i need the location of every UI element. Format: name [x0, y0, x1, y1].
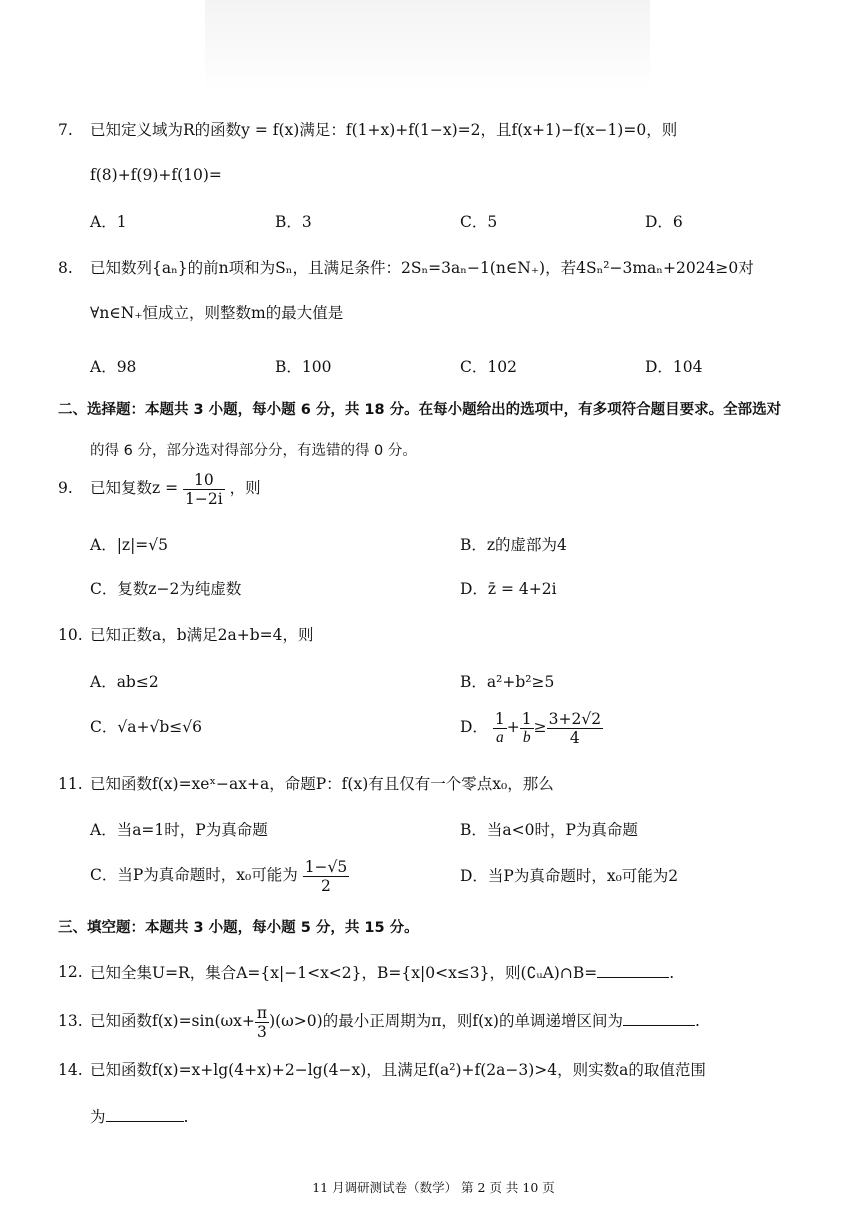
q7-option-c: C．5 — [460, 213, 498, 231]
frac2-numerator: 1 — [521, 709, 532, 728]
q13-frac-denominator: 3 — [257, 1022, 267, 1041]
q14-line2-pre: 为 — [90, 1108, 106, 1126]
q13-fraction — [255, 1004, 269, 1041]
q14-answer-blank — [106, 1105, 184, 1122]
q10-number: 10. — [58, 626, 83, 644]
q7-stem-line1: 已知定义域为R的函数y = f(x)满足：f(1+x)+f(1−x)=2，且f(x+1)−f(x−1)=0，则 — [90, 121, 678, 139]
q11-number: 11. — [58, 775, 83, 793]
q10-option-d-label: D． — [460, 718, 488, 736]
optc-frac-denominator: 2 — [321, 876, 331, 895]
q11-stem: 已知函数f(x)=xeˣ−ax+a，命题P：f(x)有且仅有一个零点x₀，那么 — [90, 775, 554, 793]
q13-stem-pre: 已知函数f(x)=sin(ωx+ — [90, 1012, 255, 1030]
q10-option-a: A．ab≤2 — [90, 673, 159, 691]
q8-number: 8. — [58, 259, 73, 277]
q11-option-a: A．当a=1时，P为真命题 — [90, 821, 268, 839]
optc-frac-numerator: 1−√5 — [304, 857, 348, 876]
q8-stem-line1: 已知数列{aₙ}的前n项和为Sₙ，且满足条件：2Sₙ=3aₙ−1(n∈N₊)，若4Sₙ²−3maₙ+2024≥0对 — [90, 259, 754, 277]
q9-option-c: C．复数z−2为纯虚数 — [90, 580, 242, 598]
q10-option-d-frac3 — [547, 710, 603, 747]
q8-option-c: C．102 — [460, 358, 517, 376]
q10-stem: 已知正数a，b满足2a+b=4，则 — [90, 626, 314, 644]
q7-number: 7. — [58, 121, 73, 139]
q11-option-d: D．当P为真命题时，x₀可能为2 — [460, 867, 679, 885]
frac2-denominator: b — [522, 728, 531, 746]
q7-option-b: B．3 — [275, 213, 312, 231]
q9-fraction-denominator: 1−2i — [185, 489, 223, 508]
q9-option-d: D．z̄ = 4+2i — [460, 580, 557, 598]
q13-number: 13. — [58, 1012, 83, 1030]
q9-fraction-numerator: 10 — [183, 471, 225, 490]
frac3-denominator: 4 — [569, 728, 580, 747]
q11-option-c-fraction — [303, 858, 350, 895]
q13-frac-numerator: π — [256, 1003, 268, 1022]
q9-number: 9. — [58, 479, 73, 497]
q10-option-d-frac2 — [520, 710, 534, 747]
page-footer: 11 月调研测试卷（数学） 第 2 页 共 10 页 — [312, 1180, 555, 1195]
section-2-heading: 二、选择题：本题共 3 小题，每小题 6 分，共 18 分。在每小题给出的选项中，有多项符合题目要求。全部选对 — [58, 402, 782, 418]
q9-stem-post: ，则 — [229, 479, 261, 497]
q10-option-d-frac1 — [493, 710, 507, 747]
plus-sign: + — [506, 718, 520, 736]
frac3-numerator: 3+2√2 — [548, 709, 602, 728]
q9-stem-pre: 已知复数z = — [90, 479, 179, 497]
frac1-numerator: 1 — [494, 709, 505, 728]
section-3-heading: 三、填空题：本题共 3 小题，每小题 5 分，共 15 分。 — [58, 920, 419, 936]
q14-period: . — [183, 1108, 189, 1126]
q12-stem-text: 已知全集U=R，集合A={x|−1<x<2}，B={x|0<x≤3}，则(∁ᵤA)∩B= — [90, 964, 598, 982]
q14-number: 14. — [58, 1061, 83, 1079]
q9-fraction — [183, 471, 225, 508]
q12-period: . — [669, 964, 675, 982]
q11-option-c — [90, 852, 349, 898]
q7-option-d: D．6 — [645, 213, 683, 231]
q14-stem-line2 — [90, 1105, 188, 1128]
q7-stem-line2: f(8)+f(9)+f(10)= — [90, 166, 222, 184]
q14-stem-line1: 已知函数f(x)=x+lg(4+x)+2−lg(4−x)，且满足f(a²)+f(2a−3)>4，则实数a的取值范围 — [90, 1061, 706, 1079]
scan-smudge — [205, 0, 650, 90]
frac1-denominator: a — [495, 728, 504, 746]
q8-option-d: D．104 — [645, 358, 703, 376]
q11-option-b: B．当a<0时，P为真命题 — [460, 821, 638, 839]
q9-option-b: B．z的虚部为4 — [460, 536, 567, 554]
q9-option-a: A．|z|=√5 — [90, 536, 169, 554]
q10-option-c: C．√a+√b≤√6 — [90, 718, 202, 736]
q12-answer-blank — [597, 961, 669, 978]
q12-number: 12. — [58, 963, 83, 981]
q13-stem — [90, 998, 700, 1044]
q11-option-c-text: C．当P为真命题时，x₀可能为 — [90, 866, 298, 884]
q8-option-b: B．100 — [275, 358, 332, 376]
q13-period: . — [694, 1012, 700, 1030]
section-2-heading-cont: 的得 6 分，部分选对得部分分，有选错的得 0 分。 — [90, 443, 417, 459]
q13-answer-blank — [623, 1009, 695, 1026]
geq-sign: ≥ — [533, 718, 547, 736]
q10-option-b: B．a²+b²≥5 — [460, 673, 555, 691]
q12-stem — [90, 961, 674, 984]
q8-option-a: A．98 — [90, 358, 137, 376]
q13-stem-post: )(ω>0)的最小正周期为π，则f(x)的单调递增区间为 — [269, 1012, 623, 1030]
q7-option-a: A．1 — [90, 213, 127, 231]
q9-stem — [90, 466, 261, 510]
q8-stem-line2: ∀n∈N₊恒成立，则整数m的最大值是 — [90, 304, 344, 322]
q10-option-d — [460, 702, 603, 752]
